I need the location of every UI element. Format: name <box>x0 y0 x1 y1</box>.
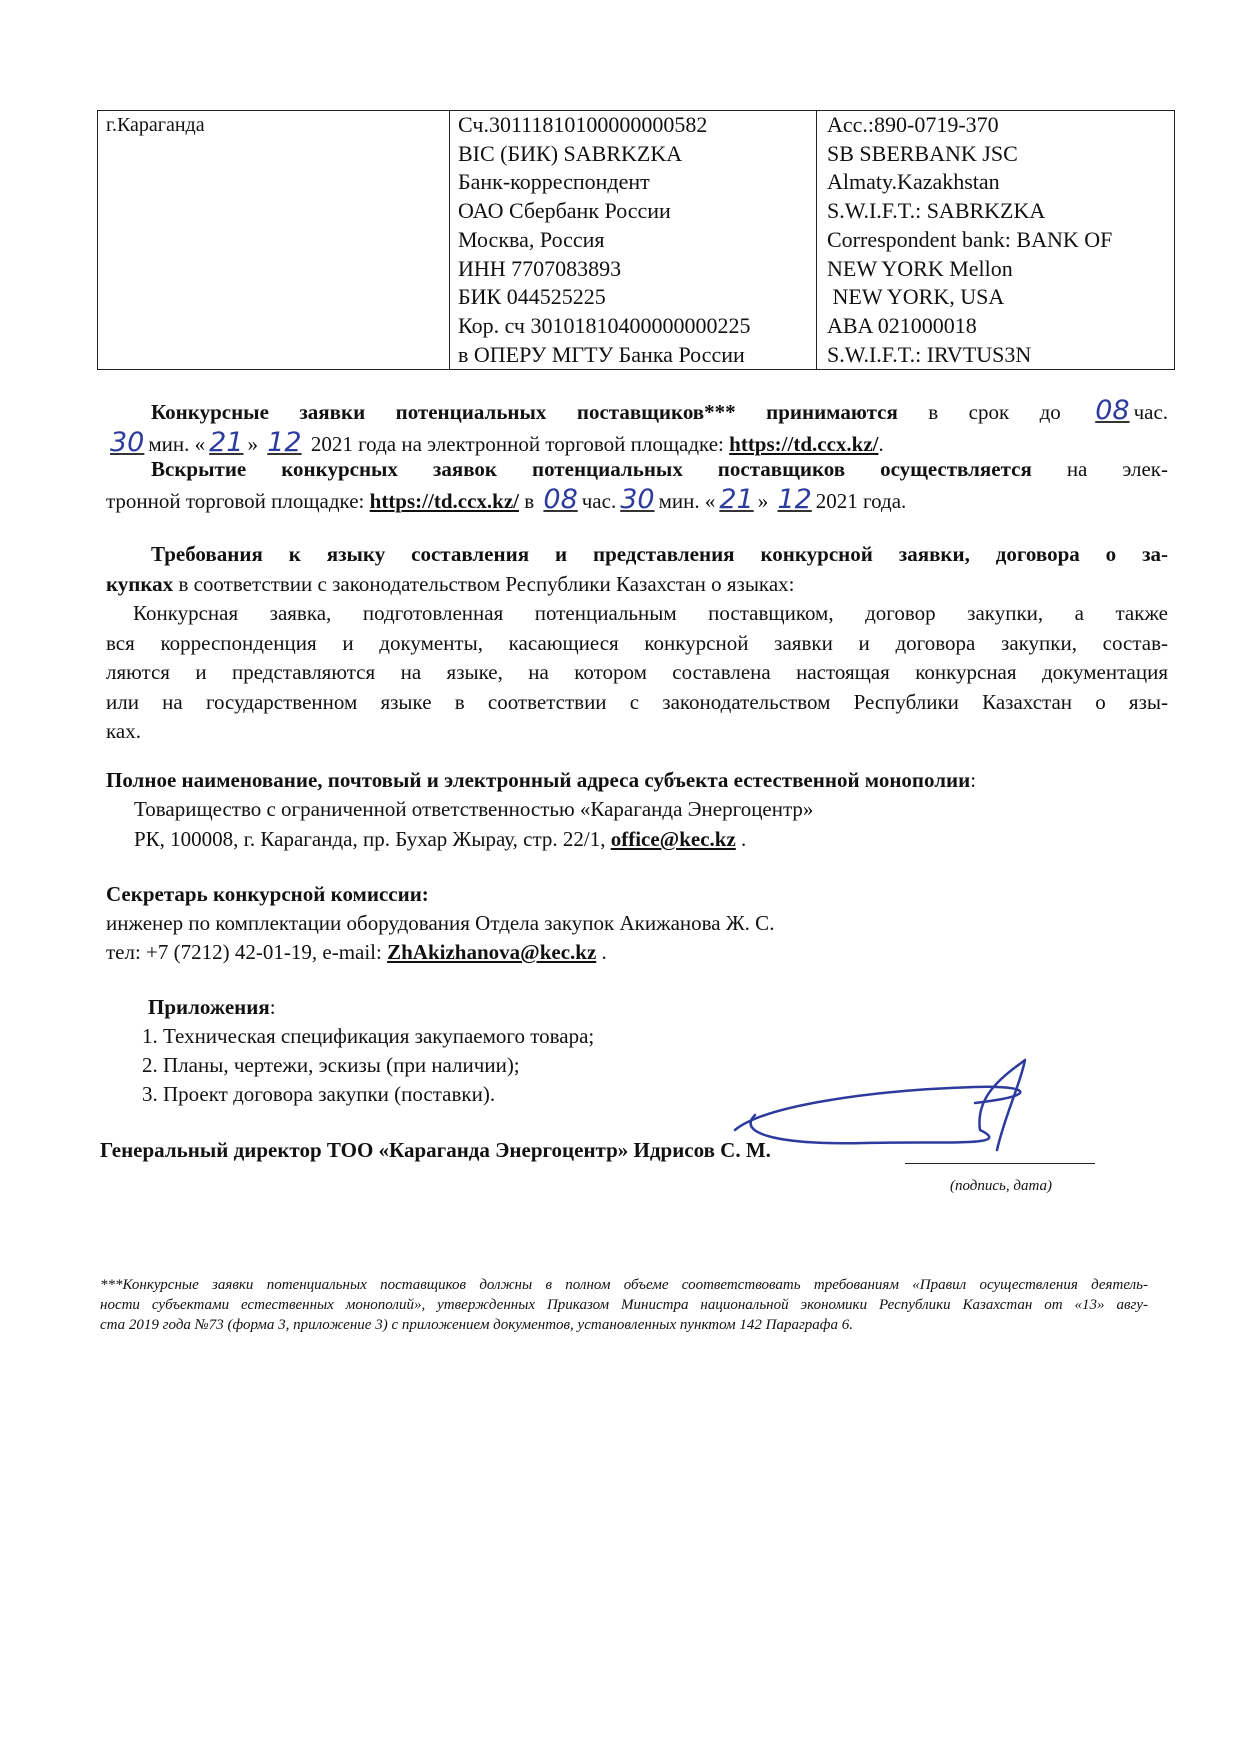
bank-city: г.Караганда <box>106 114 205 136</box>
bank-line: в ОПЕРУ МГТУ Банка России <box>458 341 745 367</box>
director-title-text: Генеральный директор ТОО «Караганда Энергоцентр» Идрисов С. М. <box>100 1138 771 1162</box>
bank-line: S.W.I.F.T.: IRVTUS3N <box>827 341 1032 367</box>
handwritten-month: 12 <box>777 483 812 515</box>
appendices-colon: : <box>269 995 276 1019</box>
monopoly-address: РК, 100008, г. Караганда, пр. Бухар Жырау, стр. 22/1, <box>134 827 611 851</box>
appendices-heading-text: Приложения <box>148 995 270 1019</box>
language-line: или на государственном языке в соответствии с законодательством Республики Казахстан о язы- <box>106 689 1168 714</box>
bank-line: S.W.I.F.T.: SABRKZKA <box>827 198 1046 224</box>
appendix-item: 3. Проект договора закупки (поставки). <box>142 1082 496 1106</box>
footnote-line: ***Конкурсные заявки потенциальных поставщиков должны в полном объеме соответствовать требованиям «Правил осуществления деятель- <box>100 1277 1148 1293</box>
opening-text: » <box>757 488 774 513</box>
bank-details-table <box>97 110 1175 370</box>
opening-text: мин. « <box>658 488 716 513</box>
bank-line: NEW YORK, USA <box>827 284 1005 310</box>
secretary-position: инженер по комплектации оборудования Отдела закупок Акижанова Ж. С. <box>106 911 775 935</box>
director-title <box>100 1136 771 1165</box>
secretary-heading <box>106 880 429 909</box>
submission-link[interactable]: https://td.ccx.kz/ <box>729 431 879 456</box>
opening-text: на элек- <box>1031 457 1168 481</box>
secretary-email-tail: . <box>596 940 607 964</box>
signature-line <box>905 1163 1095 1164</box>
bank-line: Almaty.Kazakhstan <box>827 169 1000 195</box>
secretary-phone: тел: +7 (7212) 42-01-19, e-mail: <box>106 940 388 964</box>
submission-paragraph <box>106 396 1168 459</box>
handwritten-signature-icon <box>725 1055 1065 1165</box>
bank-line: Банк-корреспондент <box>458 169 650 195</box>
bank-city-cell <box>98 111 450 370</box>
bank-line: BIC (БИК) SABRKZKA <box>458 140 683 166</box>
bank-line: Сч.30111810100000000582 <box>458 112 708 137</box>
appendix-item: 1. Техническая спецификация закупаемого товара; <box>142 1024 595 1048</box>
monopoly-heading: Полное наименование, почтовый и электронный адреса субъекта естественной монополии <box>106 768 971 792</box>
language-line: ках. <box>106 719 141 743</box>
bank-line: Москва, Россия <box>458 226 605 252</box>
monopoly-address-row <box>134 825 746 854</box>
language-heading-text: в соответствии с законодательством Республики Казахстан о языках: <box>173 571 795 596</box>
handwritten-hour: 08 <box>543 483 578 515</box>
bank-line: ABA 021000018 <box>827 312 977 338</box>
bank-foreign-cell <box>817 111 1175 370</box>
opening-text: тронной торговой площадке: <box>106 488 370 513</box>
bank-line: SB SBERBANK JSC <box>827 140 1018 166</box>
bank-line: ОАО Сбербанк России <box>458 198 671 224</box>
secretary-heading-text: Секретарь конкурсной комиссии: <box>106 882 429 906</box>
monopoly-email-tail: . <box>735 827 747 851</box>
bank-line: NEW YORK Mellon <box>827 255 1013 281</box>
submission-bold-accept: принимаются <box>766 400 898 424</box>
bank-line: Acc.:890-0719-370 <box>827 112 999 137</box>
opening-bold: Вскрытие конкурсных заявок потенциальных поставщиков осуществляется <box>151 457 1032 481</box>
signature-caption: (подпись, дата) <box>950 1178 1052 1194</box>
language-line: ляются и представляются на языке, на котором составлена настоящая конкурсная документация <box>106 660 1168 684</box>
handwritten-minute: 30 <box>110 426 145 458</box>
bank-line: Кор. сч 30101810400000000225 <box>458 312 751 338</box>
opening-text: 2021 года. <box>815 488 907 513</box>
footnote-line: ста 2019 года №73 (форма 3, приложение 3) с приложением документов, установленных пунктом 142 Параграфа 6. <box>100 1317 853 1333</box>
handwritten-minute: 30 <box>620 483 655 515</box>
language-heading-tail: купках <box>106 571 174 596</box>
opening-paragraph <box>106 455 1168 516</box>
language-heading: Требования к языку составления и представления конкурсной заявки, договора о за- <box>151 542 1168 566</box>
footnote-line: ности субъектами естественных монополий», утвержденных Приказом Министра национальной экономики Республики Казахстан от «13» авгу- <box>100 1297 1148 1313</box>
submission-text: » <box>247 431 264 456</box>
language-line: Конкурсная заявка, подготовленная потенциальным поставщиком, договор закупки, а также <box>133 601 1168 625</box>
footnote <box>100 1275 1148 1335</box>
monopoly-email-link[interactable]: office@kec.kz <box>610 827 736 851</box>
opening-link[interactable]: https://td.ccx.kz/ <box>369 488 519 513</box>
handwritten-hour: 08 <box>1095 395 1130 426</box>
submission-text: мин. « <box>148 431 206 456</box>
handwritten-month: 12 <box>267 426 302 458</box>
bank-line: ИНН 7707083893 <box>458 255 622 281</box>
opening-text: в <box>518 488 540 513</box>
submission-bold: Конкурсные заявки потенциальных поставщиков*** <box>151 400 736 424</box>
secretary-email-link[interactable]: ZhAkizhanova@kec.kz <box>387 940 597 964</box>
secretary-contact-row <box>106 938 607 967</box>
appendix-item: 2. Планы, чертежи, эскизы (при наличии); <box>142 1053 520 1077</box>
bank-domestic-cell <box>450 111 817 370</box>
opening-text: час. <box>581 488 617 513</box>
handwritten-day: 21 <box>209 426 244 458</box>
submission-text: час. <box>1133 400 1169 424</box>
submission-text: 2021 года на электронной торговой площадке: <box>305 431 730 456</box>
monopoly-heading-colon: : <box>970 768 977 792</box>
monopoly-name: Товарищество с ограниченной ответственностью «Караганда Энергоцентр» <box>134 797 814 821</box>
handwritten-day: 21 <box>719 483 754 515</box>
bank-line: БИК 044525225 <box>458 284 606 310</box>
monopoly-heading-row <box>106 766 976 795</box>
submission-text: . <box>878 431 884 456</box>
bank-line: Correspondent bank: BANK OF <box>827 226 1113 252</box>
language-line: вся корреспонденция и документы, касающиеся конкурсной заявки и договора закупки, состав- <box>106 630 1168 655</box>
appendices-heading <box>148 993 276 1022</box>
submission-text: в срок до <box>897 400 1092 424</box>
language-section <box>106 540 1168 747</box>
